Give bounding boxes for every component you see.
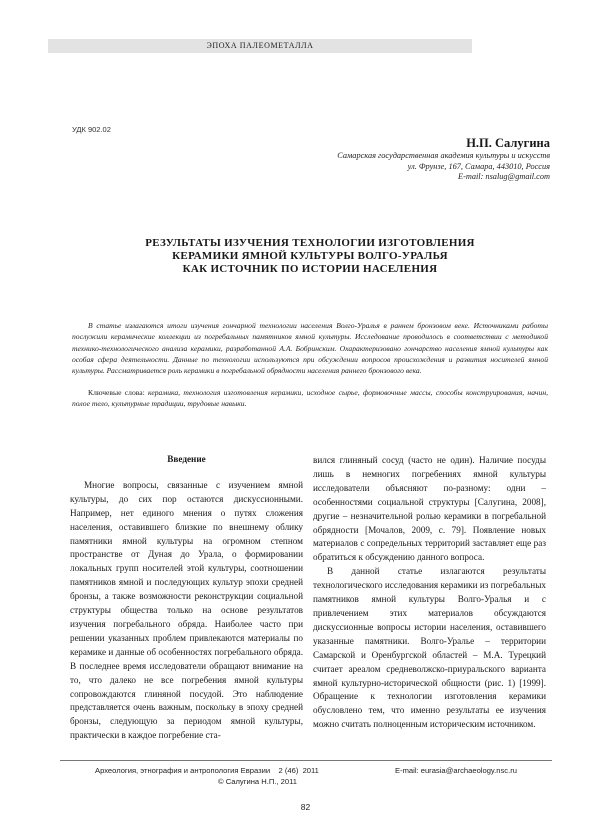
abstract: В статье излагаются итоги изучения гончарной технологии населения Волго-Уралья в раннем бронзовом веке. Источниками работы послужили керамические коллекции из погребальных памятников ямной культуры. Исследование проводилось в соответствии с методикой технико-технологического анализа керамики, разработанной А.А. Бобринским. Охарактеризовано гончарство населения ямной культуры как особая сфера деятельности. Данные по технологии используются при обсуждении вопросов происхождения и развития носителей ямной культуры. Рассматривается роль керамики в погребальной обрядности населения раннего бронзового века. — [72, 321, 548, 376]
author-name: Н.П. Салугина — [466, 136, 550, 150]
keywords-list: керамика, технология изготовления керамики, исходное сырье, формовочные массы, способы конструирования, начин, полое тело, культурные традиции, трудовые навыки. — [72, 388, 548, 409]
footer-divider — [60, 760, 552, 761]
author-address: ул. Фрунзе, 167, Самара, 443010, Россия — [407, 161, 550, 171]
title-line-2: КЕРАМИКИ ЯМНОЙ КУЛЬТУРЫ ВОЛГО-УРАЛЬЯ — [172, 250, 448, 262]
author-email[interactable]: E-mail: nsalug@gmail.com — [458, 172, 550, 181]
running-header-title: ЭПОХА ПАЛЕОМЕТАЛЛА — [206, 41, 314, 50]
footer-copyright: © Салугина Н.П., 2011 — [218, 777, 297, 786]
footer-email[interactable]: E-mail: eurasia@archaeology.nsc.ru — [395, 766, 517, 775]
udk-code: УДК 902.02 — [72, 125, 111, 134]
title-line-3: КАК ИСТОЧНИК ПО ИСТОРИИ НАСЕЛЕНИЯ — [182, 263, 438, 275]
body-paragraph: В данной статье излагаются результаты технологического исследования керамики из погребальных памятников ямной культуры Волго-Уралья и с привлечением этих материалов обсуждаются дискуссионные вопросы истории населения, оставившего указанные памятники. Волго-Уралье – территории Самарской и Оренбургской областей – М.А. Турецкий считает ареалом средневолжско-приуральского варианта ямной культурно-исторической общности (рис. 1) [1999]. Обращение к технологии изготовления керамики обусловлено тем, что именно результаты ее изучения можно считать полноценным историческим источником. — [313, 566, 546, 730]
keywords — [72, 387, 548, 410]
running-header-band — [48, 39, 472, 53]
body-column-left — [70, 453, 303, 743]
keywords-label: Ключевые слова: — [88, 388, 149, 397]
section-heading-introduction: Введение — [167, 454, 206, 464]
article-title — [60, 237, 560, 276]
author-affiliation: Самарская государственная академия культуры и искусств — [337, 151, 550, 160]
page-number: 82 — [300, 802, 311, 812]
footer-journal-info: Археология, этнография и антропология Евразии 2 (46) 2011 — [95, 766, 319, 775]
title-line-1: РЕЗУЛЬТАТЫ ИЗУЧЕНИЯ ТЕХНОЛОГИИ ИЗГОТОВЛЕНИЯ — [145, 237, 475, 249]
author-block — [337, 136, 550, 183]
body-paragraph: Многие вопросы, связанные с изучением ямной культуры, до сих пор остаются дискуссионными. Например, нет единого мнения о путях сложения населения, оставившего близкие по внешнему облику памятники ямной культуры на огромном степном пространстве от Дуная до Урала, о формировании локальных групп носителей этой культуры, соотношении памятников ямной и последующих культур эпохи средней бронзы, а также возможности реконструкции социальной структуры общества только на основе результатов изучения погребального обряда. Наиболее часто при решении указанных проблем привлекаются материалы по керамике и данные об особенностях погребального обряда. В последнее время исследователи обращают внимание на то, что далеко не все погребения ямной культуры сопровождаются глиняной посудой. Это наблюдение представляется очень важным, поскольку в эпоху средней бронзы, следующую за периодом ямной культуры, практически в каждое погребение ста- — [70, 479, 303, 741]
body-column-right — [313, 454, 546, 732]
body-paragraph: вился глиняный сосуд (часто не один). Наличие посуды лишь в немногих погребениях ямной культуры исследователи объясняют по-разному: одни – особенностями социальной структуры [Салугина, 2008], другие – незначительной ролью керамики в погребальной обрядности [Мочалов, 2009, с. 79]. Появление новых материалов с сопредельных территорий заставляет еще раз обратиться к обсуждению данного вопроса. — [313, 455, 546, 563]
